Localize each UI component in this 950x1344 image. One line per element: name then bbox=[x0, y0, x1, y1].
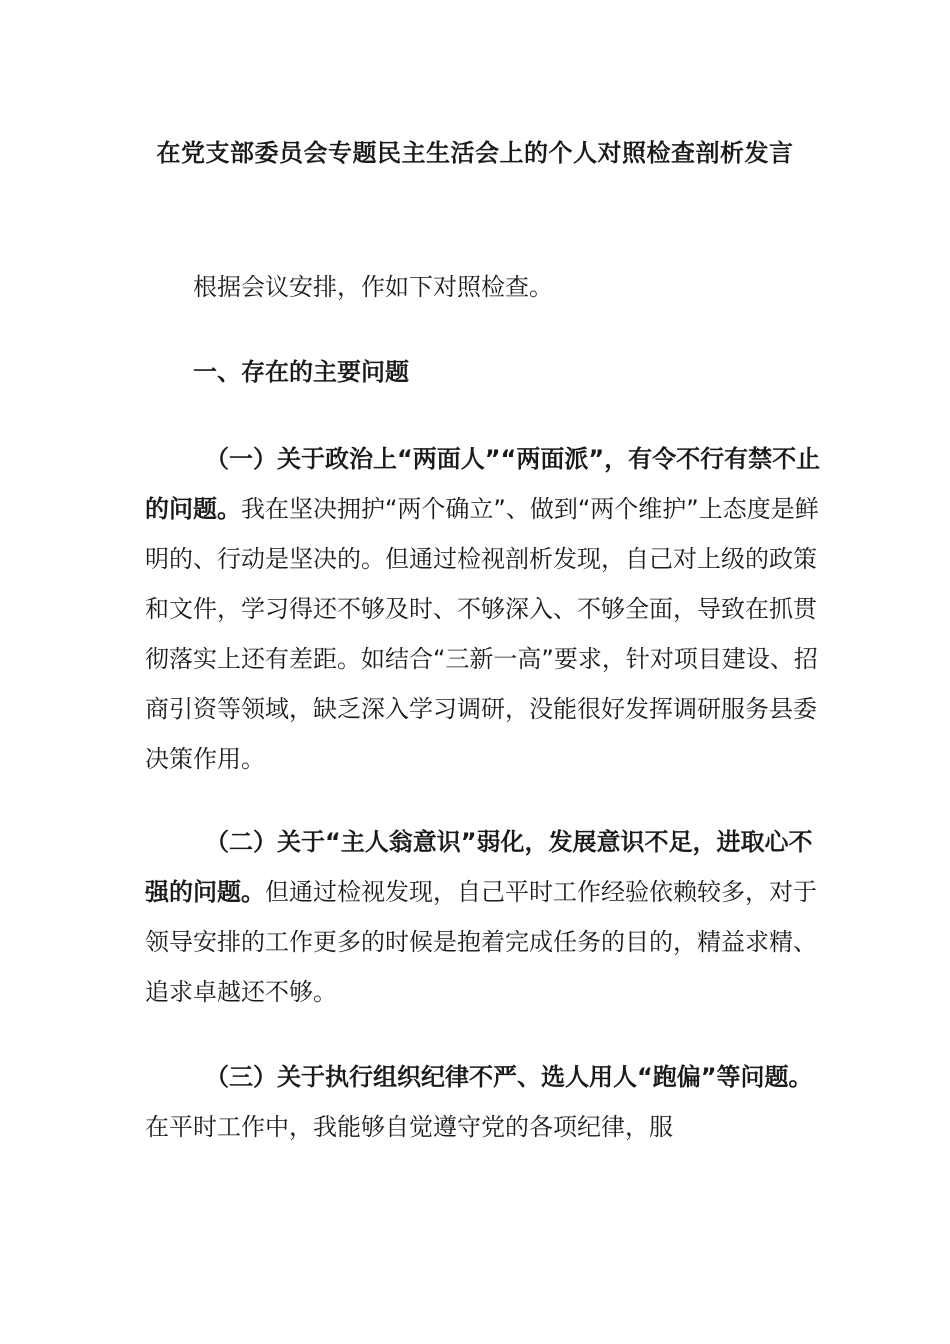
problem-3-body: 在平时工作中，我能够自觉遵守党的各项纪律，服 bbox=[145, 1113, 673, 1141]
intro-paragraph: 根据会议安排，作如下对照检查。 bbox=[193, 273, 553, 301]
problem-2-lead: （二）关于“主人翁意识”弱化，发展意识不足，进取心不强的问题。 bbox=[145, 828, 813, 906]
problem-paragraph-2 bbox=[145, 817, 825, 1017]
problem-paragraph-3 bbox=[145, 1052, 825, 1152]
problem-1-lead: （一）关于政治上“两面人”“两面派”，有令不行有禁不止的问题。 bbox=[145, 445, 821, 523]
document-title: 在党支部委员会专题民主生活会上的个人对照检查剖析发言 bbox=[156, 139, 794, 167]
section-heading-main-problems: 一、存在的主要问题 bbox=[193, 358, 409, 386]
problem-paragraph-1 bbox=[145, 434, 825, 784]
problem-2-body: 但通过检视发现，自己平时工作经验依赖较多，对于领导安排的工作更多的时候是抱着完成任务的目的，精益求精、追求卓越还不够。 bbox=[145, 878, 817, 1006]
problem-1-body: 我在坚决拥护“两个确立”、做到“两个维护”上态度是鲜明的、行动是坚决的。但通过检视剖析发现，自己对上级的政策和文件，学习得还不够及时、不够深入、不够全面，导致在抓贯彻落实上还有差距。如结合“三新一高”要求，针对项目建设、招商引资等领域，缺乏深入学习调研，没能很好发挥调研服务县委决策作用。 bbox=[145, 495, 819, 773]
problem-3-lead: （三）关于执行组织纪律不严、选人用人“跑偏”等问题。 bbox=[205, 1063, 813, 1091]
